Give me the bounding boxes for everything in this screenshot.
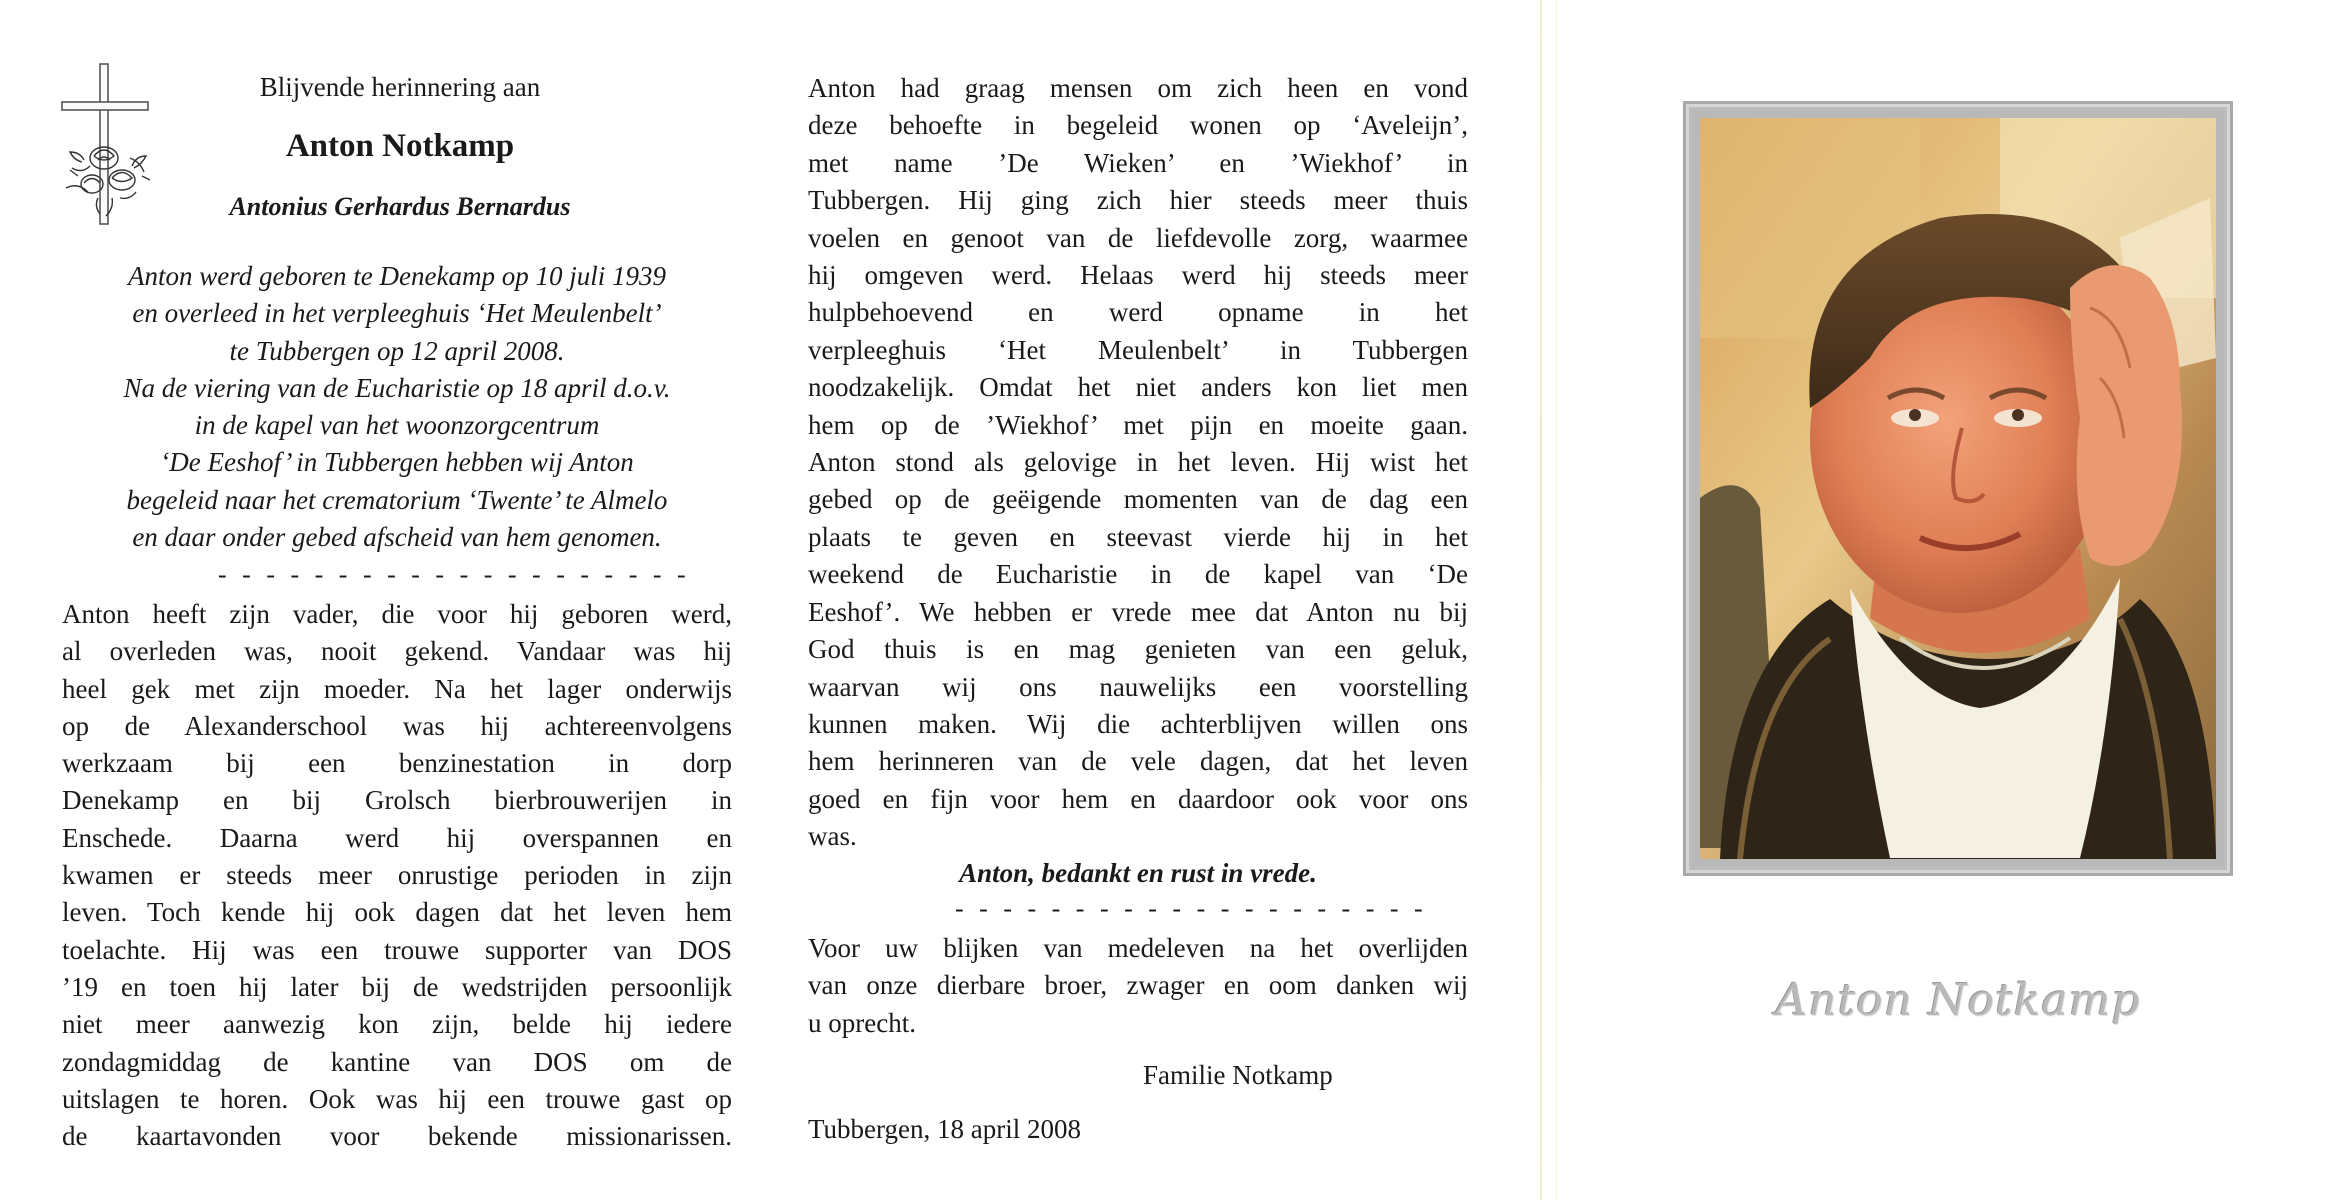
bio-line: toelachte. Hij was een trouwe supporter van DOS	[62, 934, 732, 965]
bio-line: kwamen er steeds meer onrustige perioden in zijn	[62, 860, 732, 891]
memorial-heading: Blijvende herinnering aan	[259, 72, 541, 102]
bio-line: niet meer aanwezig kon zijn, belde hij iedere	[62, 1009, 732, 1040]
life-line: plaats te geven en steevast vierde hij in het	[808, 521, 1468, 552]
intro-paragraph	[62, 258, 732, 556]
deceased-name: Anton Notkamp	[285, 128, 515, 164]
life-line: waarvan wij ons nauwelijks een voorstelling	[808, 671, 1468, 702]
life-paragraph	[808, 70, 1468, 856]
life-line: Anton had graag mensen om zich heen en vond	[808, 73, 1468, 103]
life-line: Eeshof’. We hebben er vrede mee dat Anton nu bij	[808, 596, 1468, 627]
intro-line: Na de viering van de Eucharistie op 18 april d.o.v.	[123, 372, 671, 403]
life-line: hulpbehoevend en werd opname in het	[808, 297, 1468, 328]
bio-line: de kaartavonden voor bekende missionarissen.	[62, 1121, 732, 1152]
separator: - - - - - - - - - - - - - - - - - - - -	[218, 560, 691, 589]
bio-line: uitslagen te horen. Ook was hij een trouwe gast op	[62, 1083, 732, 1114]
separator: - - - - - - - - - - - - - - - - - - - -	[955, 894, 1428, 923]
bio-line: leven. Toch kende hij ook dagen dat het leven hem	[62, 897, 732, 928]
life-line: Tubbergen. Hij ging zich hier steeds meer thuis	[808, 185, 1468, 216]
life-line: Anton stond als gelovige in het leven. Hij wist het	[808, 447, 1468, 478]
thanks-line: Voor uw blijken van medeleven na het overlijden	[808, 933, 1468, 963]
bio-line: Anton heeft zijn vader, die voor hij geboren werd,	[62, 599, 732, 629]
bio-line: heel gek met zijn moeder. Na het lager onderwijs	[62, 673, 732, 704]
bio-line: al overleden was, nooit gekend. Vandaar was hij	[62, 636, 732, 667]
life-line: weekend de Eucharistie in de kapel van ‘De	[808, 559, 1468, 590]
life-line: hem op de ’Wiekhof’ met pijn en moeite gaan.	[808, 409, 1468, 440]
photo-caption: Anton Notkamp	[1775, 975, 2141, 1026]
intro-line: ‘De Eeshof’ in Tubbergen hebben wij Anton	[160, 447, 634, 478]
life-line: gebed op de geëigende momenten van de dag een	[808, 484, 1468, 515]
card-fold	[1540, 0, 1542, 1200]
card-fold-shadow	[1556, 0, 1557, 1200]
bio-line: zondagmiddag de kantine van DOS om de	[62, 1046, 732, 1077]
intro-line: Anton werd geboren te Denekamp op 10 juli 1939	[128, 261, 666, 291]
life-line: goed en fijn voor hem en daardoor ook voor ons	[808, 783, 1468, 814]
life-line: met name ’De Wieken’ en ’Wiekhof’ in	[808, 147, 1468, 178]
life-line: God thuis is en mag genieten van een geluk,	[808, 634, 1468, 665]
portrait-photo	[1700, 118, 2216, 859]
life-line: deze behoefte in begeleid wonen op ‘Aveleijn’,	[808, 110, 1468, 141]
thanks-line: van onze dierbare broer, zwager en oom danken wij	[808, 970, 1468, 1001]
biography-paragraph	[62, 596, 732, 1155]
life-line: hij omgeven werd. Helaas werd hij steeds meer	[808, 260, 1468, 291]
bio-line: Enschede. Daarna werd hij overspannen en	[62, 822, 732, 853]
life-line: was.	[808, 821, 857, 852]
thanks-paragraph	[808, 930, 1468, 1042]
bio-line: op de Alexanderschool was hij achtereenvolgens	[62, 710, 732, 741]
intro-line: in de kapel van het woonzorgcentrum	[194, 410, 600, 441]
life-line: hem herinneren van de vele dagen, dat het leven	[808, 746, 1468, 777]
intro-line: en overleed in het verpleeghuis ‘Het Meulenbelt’	[132, 298, 662, 329]
deceased-full-name: Antonius Gerhardus Bernardus	[229, 192, 571, 221]
intro-line: te Tubbergen op 12 april 2008.	[229, 335, 565, 366]
thanks-line: u oprecht.	[808, 1007, 916, 1038]
life-line: verpleeghuis ‘Het Meulenbelt’ in Tubbergen	[808, 334, 1468, 365]
life-line: noodzakelijk. Omdat het niet anders kon liet men	[808, 372, 1468, 403]
family-signature: Familie Notkamp	[1143, 1060, 1333, 1090]
life-line: kunnen maken. Wij die achterblijven willen ons	[808, 708, 1468, 739]
portrait-image	[1700, 118, 2216, 859]
bio-line: Denekamp en bij Grolsch bierbrouwerijen in	[62, 785, 732, 816]
bio-line: werkzaam bij een benzinestation in dorp	[62, 748, 732, 779]
intro-line: en daar onder gebed afscheid van hem genomen.	[132, 522, 662, 553]
life-line: voelen en genoot van de liefdevolle zorg, waarmee	[808, 222, 1468, 253]
intro-line: begeleid naar het crematorium ‘Twente’ te Almelo	[126, 484, 668, 515]
closing-phrase: Anton, bedankt en rust in vrede.	[959, 858, 1317, 888]
place-date: Tubbergen, 18 april 2008	[808, 1114, 1081, 1144]
bio-line: ’19 en toen hij later bij de wedstrijden persoonlijk	[62, 971, 732, 1002]
